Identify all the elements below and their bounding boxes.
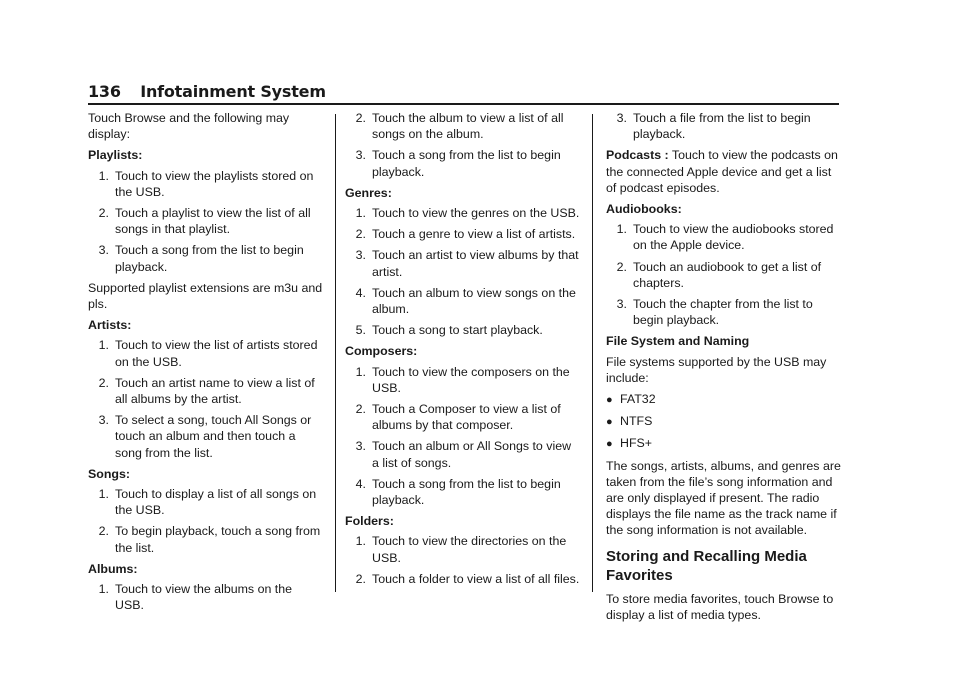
folders-steps-continued [606,110,844,142]
file-system-list [606,391,844,453]
bullet-icon: ● [606,438,613,451]
folders-heading: Folders: [345,514,394,529]
column-divider-right [592,114,593,592]
artists-heading: Artists: [88,318,132,333]
composers-heading: Composers: [345,344,418,359]
page-title: Infotainment System [140,82,326,101]
list-item: ● NTFS [606,413,844,430]
list-item: 3. Touch the chapter from the list to begin playback. [616,297,813,328]
playlists-heading: Playlists: [88,148,143,163]
list-item: 3. Touch an album or All Songs to view a list of songs. [355,439,572,470]
list-item: 2. Touch a Composer to view a list of albums by that composer. [355,402,561,433]
section-title: Storing and Recalling Media Favorites [606,547,807,584]
list-item: 1. Touch to view the albums on the USB. [98,582,293,613]
list-item: 2. Touch a genre to view a list of artists. [355,227,576,242]
albums-steps-continued [345,110,581,180]
extensions-note: Supported playlist extensions are m3u and pls. [88,280,323,312]
albums-steps [88,581,324,613]
column-1 [88,110,324,618]
list-item: 1. Touch to view the composers on the USB. [355,364,570,395]
songs-steps [88,486,324,556]
column-2 [345,110,581,592]
podcasts-lead: Podcasts : [606,148,669,163]
genres-steps [345,205,581,338]
audiobooks-heading: Audiobooks: [606,202,682,217]
list-item: 1. Touch to view the list of artists stored on the USB. [98,338,318,369]
list-item: 4. Touch a song from the list to begin playback. [355,476,561,508]
albums-heading: Albums: [88,561,138,576]
list-item: 3. Touch a file from the list to begin playback. [616,111,811,142]
genres-heading: Genres: [345,185,392,200]
list-item: 3. Touch a song from the list to begin playback. [355,148,561,179]
list-item: 5. Touch a song to start playback. [355,323,543,338]
list-item: 1. Touch to view the directories on the USB. [355,534,567,565]
file-system-intro: File systems supported by the USB may include: [606,354,827,385]
file-system-note: The songs, artists, albums, and genres are taken from the file’s song information and are only displayed if present. The radio displays the file name as the track name if the song information is not available. [606,458,841,538]
composers-steps [345,364,581,509]
bullet-icon: ● [606,394,613,407]
column-3 [606,110,844,628]
list-item: 1. Touch to view the audiobooks stored on the Apple device. [616,222,834,253]
list-item: 1. Touch to display a list of all songs on the USB. [98,487,317,518]
page-number: 136 [88,82,121,101]
list-item: 3. Touch an artist to view albums by that artist. [355,248,579,279]
folders-steps [345,533,581,587]
list-item: 2. Touch an artist name to view a list of all albums by the artist. [98,375,315,407]
list-item: 2. To begin playback, touch a song from the list. [98,524,321,555]
column-divider-left [335,114,336,592]
header-rule [88,103,839,105]
podcasts-text: Touch to view the podcasts on the connected Apple device and get a list of podcast episodes. [606,148,838,195]
list-item: 1. Touch to view the playlists stored on the USB. [98,168,314,199]
file-system-heading: File System and Naming [606,334,750,349]
list-item: ● HFS+ [606,435,844,452]
podcasts-paragraph [606,147,844,196]
list-item: 2. Touch the album to view a list of all songs on the album. [355,111,564,142]
artists-steps [88,337,324,460]
intro-text: Touch Browse and the following may display: [88,111,290,142]
list-item: 2. Touch an audiobook to get a list of chapters. [616,259,822,290]
list-item: 4. Touch an album to view songs on the album. [355,285,576,317]
bullet-icon: ● [606,416,613,429]
list-item: 2. Touch a folder to view a list of all files. [355,571,580,586]
list-item: 1. Touch to view the genres on the USB. [355,206,580,221]
list-item: 2. Touch a playlist to view the list of all songs in that playlist. [98,206,311,237]
page-header [88,82,326,101]
section-text: To store media favorites, touch Browse to display a list of media types. [606,591,834,622]
audiobooks-steps [606,221,844,328]
list-item: ● FAT32 [606,391,844,408]
list-item: 3. Touch a song from the list to begin playback. [98,243,304,274]
playlists-steps [88,168,324,275]
songs-heading: Songs: [88,466,130,481]
list-item: 3. To select a song, touch All Songs or touch an album and then touch a song from the list. [98,413,312,460]
